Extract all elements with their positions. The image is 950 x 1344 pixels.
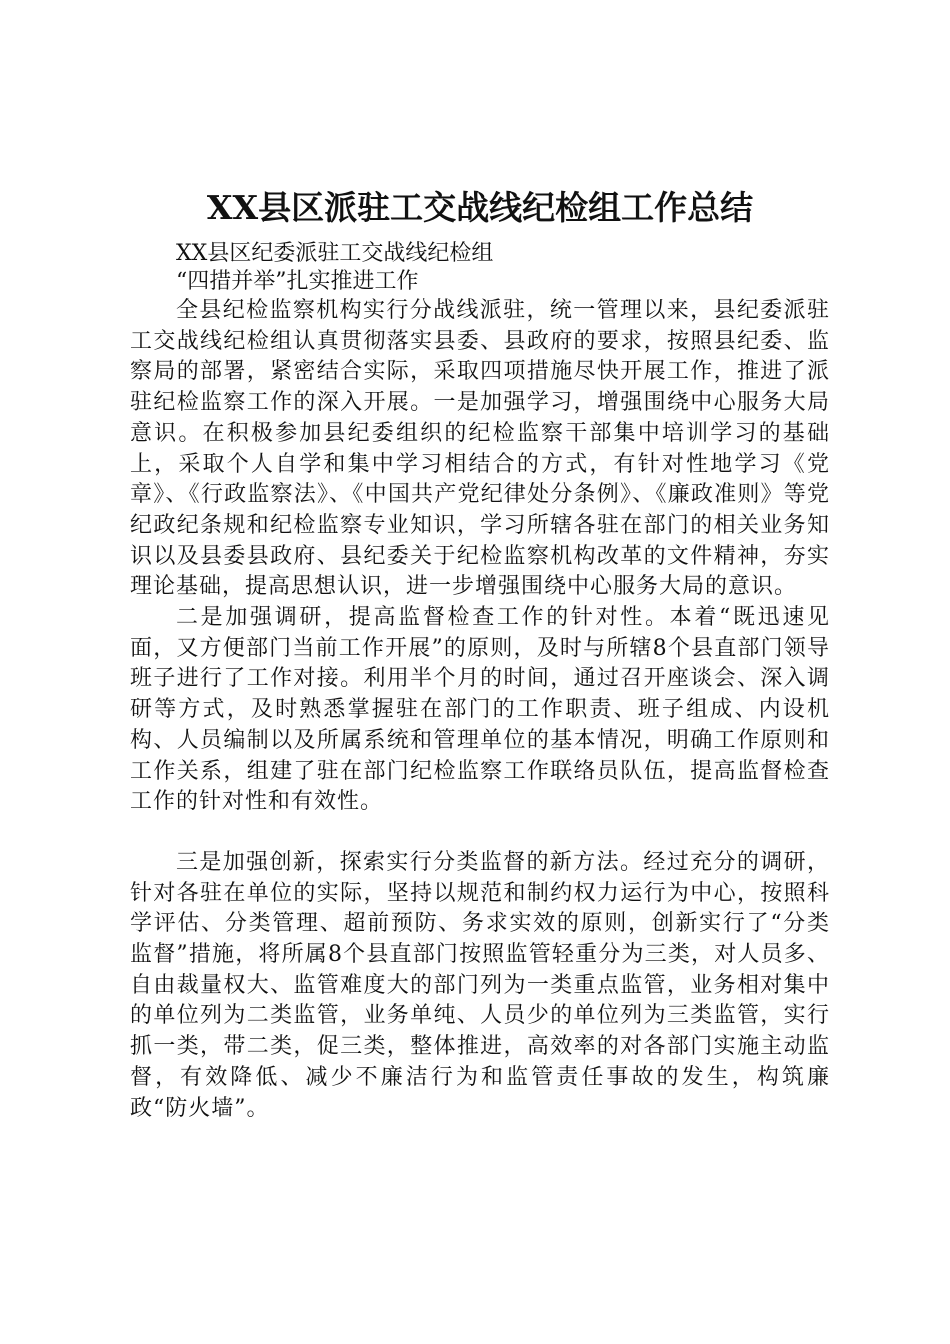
paragraph-1: 全县纪检监察机构实行分战线派驻，统一管理以来，县纪委派驻工交战线纪检组认真贯彻落实县委、县政府的要求，按照县纪委、监察局的部署，紧密结合实际，采取四项措施尽快开展工作，推进了派驻纪检监察工作的深入开展。一是加强学习，增强围绕中心服务大局意识。在积极参加县纪委组织的纪检监察干部集中培训学习的基础上，采取个人自学和集中学习相结合的方式，有针对性地学习《党章》、《行政监察法》、《中国共产党纪律处分条例》、《廉政准则》等党纪政纪条规和纪检监察专业知识，学习所辖各驻在部门的相关业务知识以及县委县政府、县纪委关于纪检监察机构改革的文件精神，夯实理论基础，提高思想认识，进一步增强围绕中心服务大局的意识。 [130,298,830,600]
document-subtitle-theme: “四措并举”扎实推进工作 [176,269,419,294]
document-page [130,180,830,1124]
paragraph-3: 三是加强创新，探索实行分类监督的新方法。经过充分的调研，针对各驻在单位的实际，坚持以规范和制约权力运行为中心，按照科学评估、分类管理、超前预防、务求实效的原则，创新实行了“分类监督”措施，将所属8个县直部门按照监管轻重分为三类，对人员多、自由裁量权大、监管难度大的部门列为一类重点监管，业务相对集中的单位列为二类监管，业务单纯、人员少的单位列为三类监管，实行抓一类，带二类，促三类，整体推进，高效率的对各部门实施主动监督，有效降低、减少不廉洁行为和监管责任事故的发生，构筑廉政“防火墙”。 [130,849,830,1121]
document-subtitle-org: XX县区纪委派驻工交战线纪检组 [176,241,494,266]
document-title: XX县区派驻工交战线纪检组工作总结 [206,188,754,227]
paragraph-2: 二是加强调研，提高监督检查工作的针对性。本着“既迅速见面，又方便部门当前工作开展”的原则，及时与所辖8个县直部门领导班子进行了工作对接。利用半个月的时间，通过召开座谈会、深入调研等方式，及时熟悉掌握驻在部门的工作职责、班子组成、内设机构、人员编制以及所属系统和管理单位的基本情况，明确工作原则和工作关系，组建了驻在部门纪检监察工作联络员队伍，提高监督检查工作的针对性和有效性。 [130,605,830,815]
